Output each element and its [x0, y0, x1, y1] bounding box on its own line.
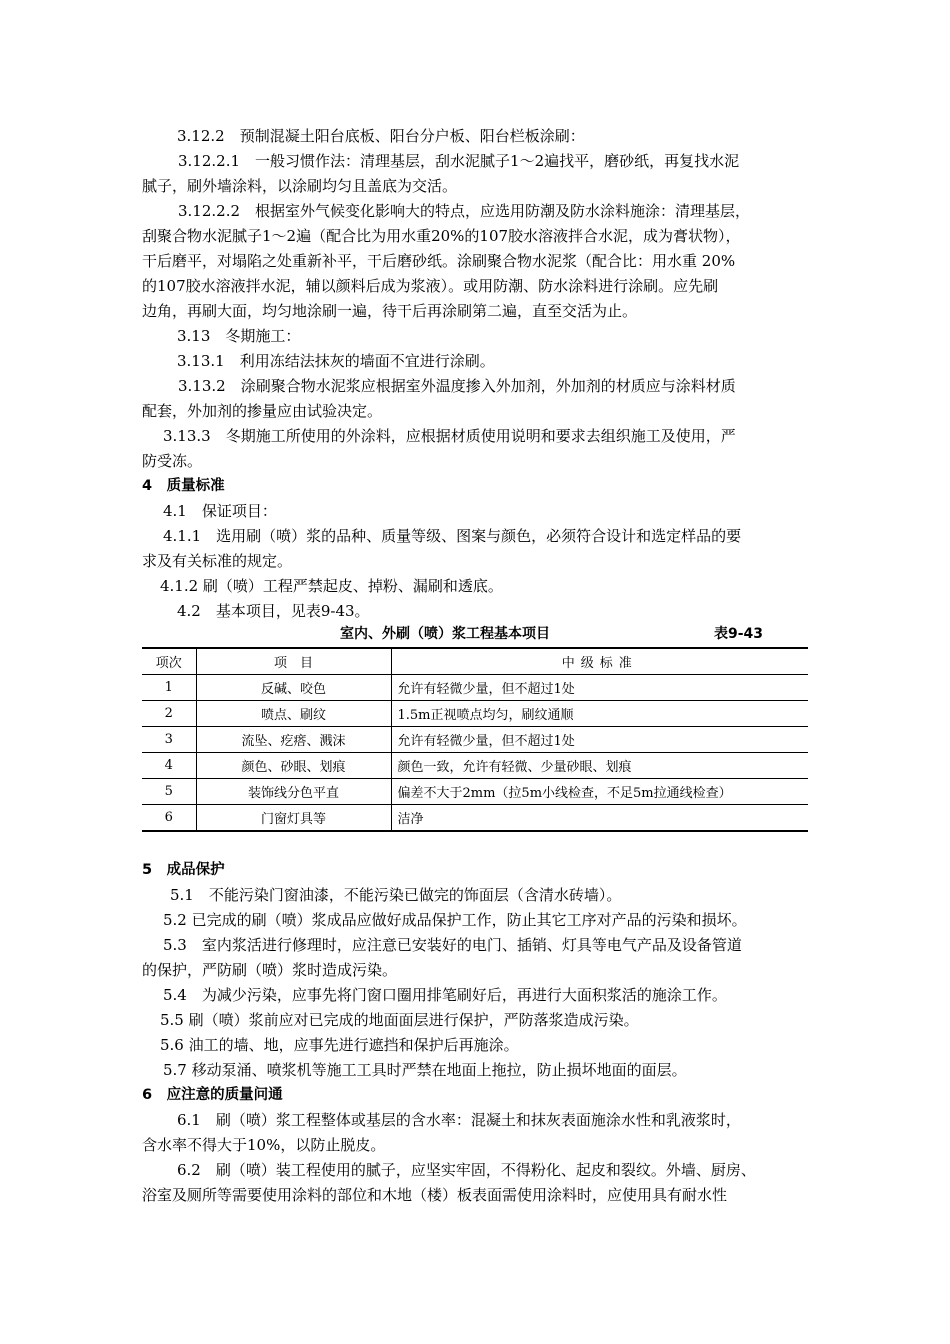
- cell-item: 流坠、疙瘩、溅沫: [196, 727, 391, 753]
- text-line: 5.7 移动泵涌、喷浆机等施工工具时严禁在地面上拖拉，防止损坏地面的面层。: [163, 1061, 687, 1079]
- text-line: 3.13.1 利用冻结法抹灰的墙面不宜进行涂刷。: [177, 352, 495, 370]
- text-line: 配套，外加剂的掺量应由试验决定。: [142, 402, 383, 420]
- table-row: [142, 727, 808, 753]
- text-line: 干后磨平，对塌陷之处重新补平，干后磨砂纸。涂刷聚合物水泥浆（配合比：用水重 20%: [142, 252, 736, 270]
- table-row: [142, 675, 808, 701]
- cell-standard: 允许有轻微少量，但不超过1处: [391, 675, 808, 701]
- text-line: 4.1.1 选用刷（喷）浆的品种、质量等级、图案与颜色，必须符合设计和选定样品的要: [163, 527, 742, 545]
- text-line: 5.6 油工的墙、地，应事先进行遮挡和保护后再施涂。: [160, 1036, 519, 1054]
- cell-item: 装饰线分色平直: [196, 779, 391, 805]
- header-item-no: 项次: [142, 648, 196, 675]
- cell-item-no: 3: [142, 727, 196, 753]
- cell-standard: 洁净: [391, 805, 808, 832]
- text-line: 刮聚合物水泥腻子1～2遍（配合比为用水重20%的107胶水溶液拌合水泥，成为膏状物），: [142, 227, 741, 245]
- cell-item-no: 4: [142, 753, 196, 779]
- table-row: [142, 779, 808, 805]
- section-heading: 5 成品保护: [142, 862, 225, 878]
- text-line: 5.2 已完成的刷（喷）浆成品应做好成品保护工作，防止其它工序对产品的污染和损坏。: [163, 911, 747, 929]
- cell-item: 门窗灯具等: [196, 805, 391, 832]
- text-line: 边角，再刷大面，均匀地涂刷一遍，待干后再涂刷第二遍，直至交活为止。: [142, 302, 638, 320]
- table-row: [142, 701, 808, 727]
- table-title: 室内、外刷（喷）浆工程基本项目: [340, 626, 550, 642]
- table-row: [142, 753, 808, 779]
- section-heading: 4 质量标准: [142, 478, 225, 494]
- text-line: 6.1 刷（喷）浆工程整体或基层的含水率：混凝土和抹灰表面施涂水性和乳液浆时，: [177, 1111, 741, 1129]
- cell-item: 反碱、咬色: [196, 675, 391, 701]
- cell-item-no: 6: [142, 805, 196, 832]
- header-item: 项 目: [196, 648, 391, 675]
- cell-item-no: 1: [142, 675, 196, 701]
- table-header-row: [142, 648, 808, 675]
- cell-standard: 1.5m正视喷点均匀，刷纹通顺: [391, 701, 808, 727]
- text-line: 6.2 刷（喷）装工程使用的腻子，应坚实牢固，不得粉化、起皮和裂纹。外墙、厨房、: [177, 1161, 756, 1179]
- text-line: 求及有关标准的规定。: [142, 552, 293, 570]
- cell-item: 颜色、砂眼、划痕: [196, 753, 391, 779]
- text-line: 5.4 为减少污染，应事先将门窗口圈用排笔刷好后，再进行大面积浆活的施涂工作。: [163, 986, 727, 1004]
- text-line: 5.5 刷（喷）浆前应对已完成的地面面层进行保护，严防落浆造成污染。: [160, 1011, 639, 1029]
- text-line: 的保护，严防刷（喷）浆时造成污染。: [142, 961, 398, 979]
- cell-standard: 偏差不大于2mm（拉5m小线检查，不足5m拉通线检查）: [391, 779, 808, 805]
- text-line: 5.3 室内浆活进行修理时，应注意已安装好的电门、插销、灯具等电气产品及设备管道: [163, 936, 742, 954]
- cell-standard: 允许有轻微少量，但不超过1处: [391, 727, 808, 753]
- text-line: 3.13.2 涂刷聚合物水泥浆应根据室外温度掺入外加剂，外加剂的材质应与涂料材质: [178, 377, 736, 395]
- text-line: 浴室及厕所等需要使用涂料的部位和木地（楼）板表面需使用涂料时，应使用具有耐水性: [142, 1186, 728, 1204]
- cell-standard: 颜色一致，允许有轻微、少量砂眼、划痕: [391, 753, 808, 779]
- text-line: 的107胶水溶液拌水泥，辅以颜料后成为浆液）。或用防潮、防水涂料进行涂刷。应先刷: [142, 277, 719, 295]
- text-line: 3.12.2.2 根据室外气候变化影响大的特点，应选用防潮及防水涂料施涂：清理基层，: [178, 202, 751, 220]
- text-line: 防受冻。: [142, 452, 203, 470]
- quality-table: [142, 647, 808, 832]
- cell-item: 喷点、刷纹: [196, 701, 391, 727]
- text-line: 4.2 基本项目，见表9-43。: [177, 602, 370, 620]
- cell-item-no: 2: [142, 701, 196, 727]
- cell-item-no: 5: [142, 779, 196, 805]
- table-row: [142, 805, 808, 832]
- text-line: 3.12.2.1 一般习惯作法：清理基层，刮水泥腻子1～2遍找平，磨砂纸，再复找水泥: [178, 152, 740, 170]
- section-heading: 6 应注意的质量问通: [142, 1087, 283, 1103]
- text-line: 含水率不得大于10%，以防止脱皮。: [142, 1136, 386, 1154]
- text-line: 3.13.3 冬期施工所使用的外涂料，应根据材质使用说明和要求去组织施工及使用，严: [163, 427, 736, 445]
- text-line: 4.1 保证项目：: [163, 502, 277, 520]
- text-line: 腻子，刷外墙涂料，以涂刷均匀且盖底为交活。: [142, 177, 458, 195]
- table-number: 表9-43: [714, 626, 764, 642]
- text-line: 3.12.2 预制混凝土阳台底板、阳台分户板、阳台栏板涂刷：: [177, 127, 585, 145]
- text-line: 3.13 冬期施工：: [177, 327, 301, 345]
- text-line: 5.1 不能污染门窗油漆，不能污染已做完的饰面层（含清水砖墙）。: [170, 886, 622, 904]
- header-standard: 中级标准: [391, 648, 808, 675]
- text-line: 4.1.2 刷（喷）工程严禁起皮、掉粉、漏刷和透底。: [160, 577, 503, 595]
